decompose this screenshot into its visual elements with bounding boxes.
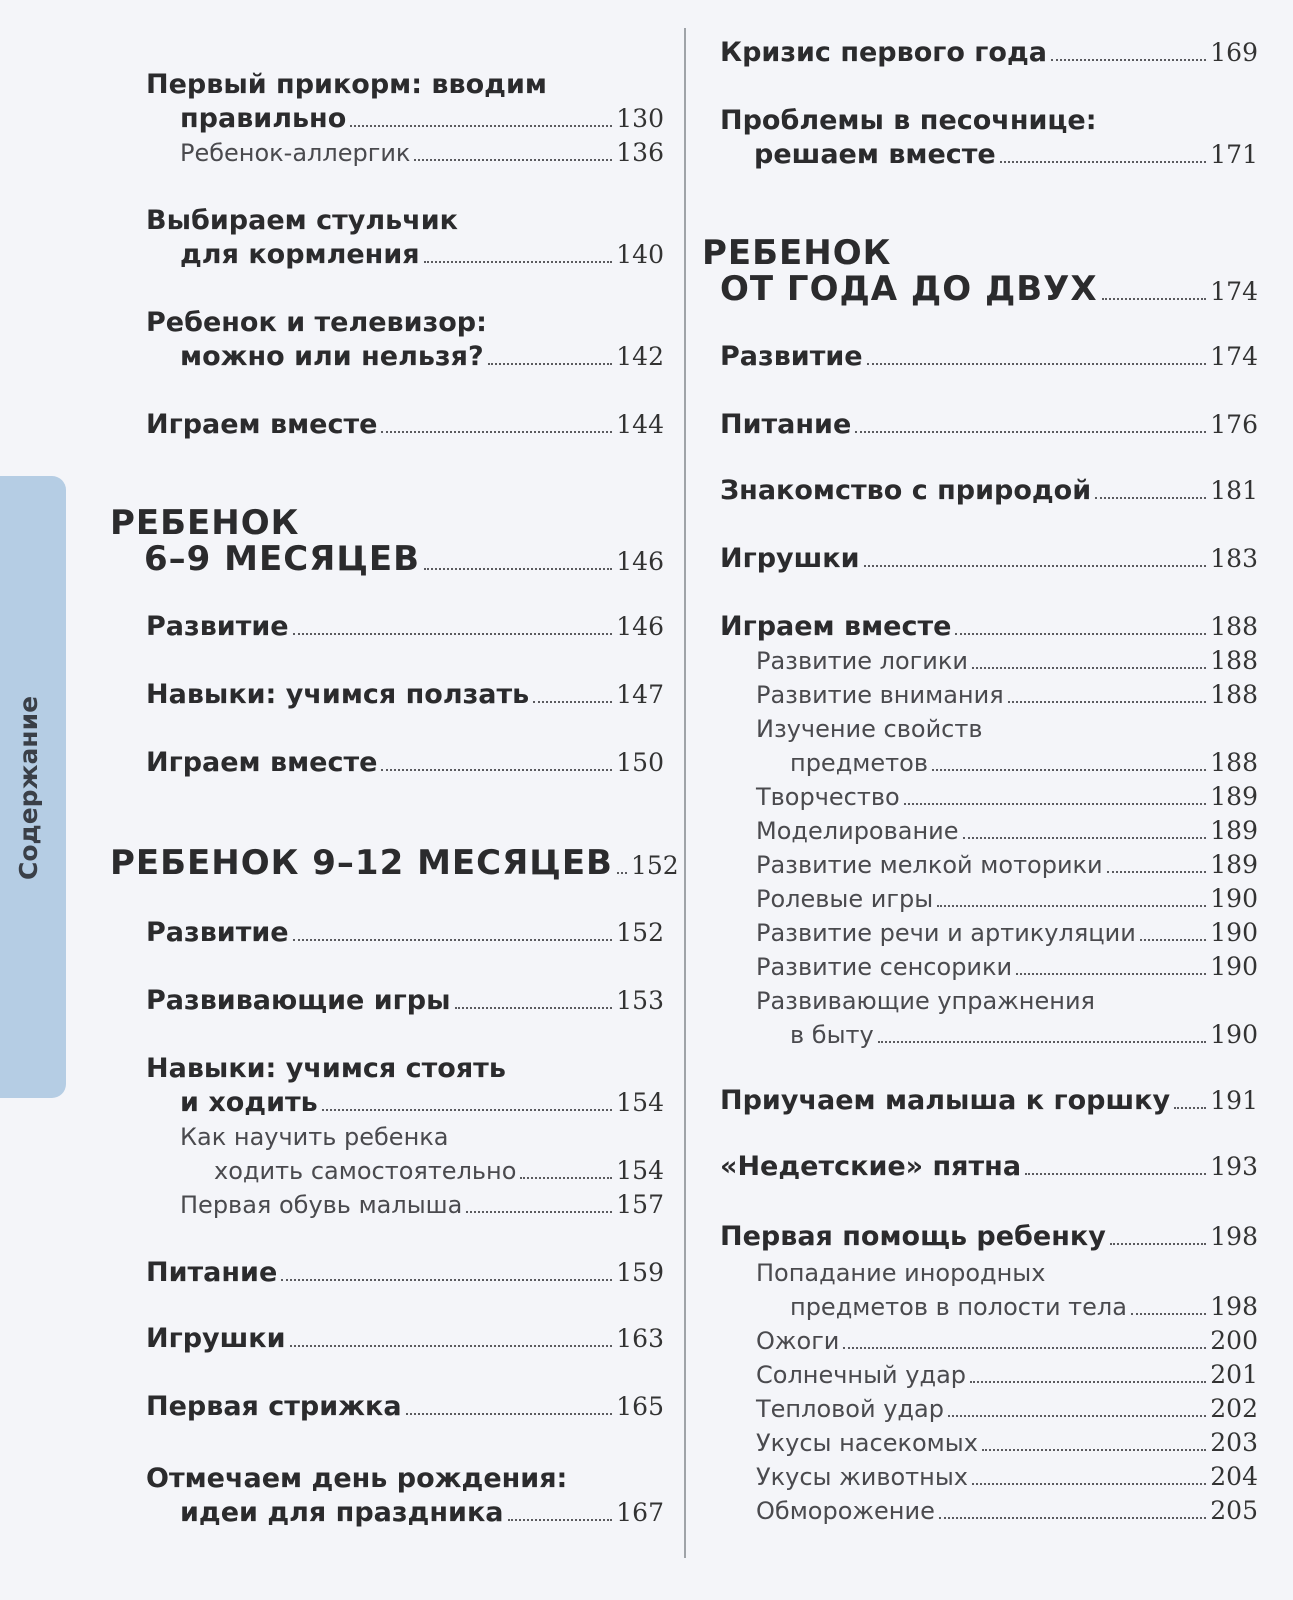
toc-section-heading[interactable] xyxy=(110,503,664,579)
toc-subentry[interactable] xyxy=(702,950,1258,984)
toc-page-number: 146 xyxy=(616,612,664,641)
toc-subentry[interactable] xyxy=(702,1358,1258,1392)
toc-entry-title: Первая стрижка xyxy=(146,1391,402,1422)
toc-entry[interactable] xyxy=(110,1462,664,1530)
toc-entry-title: Творчество xyxy=(756,783,900,811)
toc-entry[interactable] xyxy=(702,340,1258,374)
toc-page-number: 193 xyxy=(1210,1152,1258,1181)
toc-page-number: 163 xyxy=(616,1324,664,1353)
toc-entry-title: Кризис первого года xyxy=(720,37,1047,68)
toc-page-number: 169 xyxy=(1210,38,1258,67)
toc-entry[interactable] xyxy=(702,408,1258,442)
toc-entry-title: ходить самостоятельно xyxy=(214,1157,517,1185)
toc-entry[interactable] xyxy=(110,1256,664,1290)
toc-page-number: 183 xyxy=(1210,544,1258,573)
toc-entry-title: Питание xyxy=(720,409,852,440)
toc-entry-title: Играем вместе xyxy=(146,747,378,778)
toc-page-number: 146 xyxy=(616,547,664,576)
toc-entry-title: Как научить ребенка xyxy=(180,1123,449,1151)
toc-entry[interactable] xyxy=(702,1084,1258,1118)
toc-entry[interactable] xyxy=(110,916,664,950)
toc-entry-title: Развитие внимания xyxy=(756,681,1004,709)
dot-leader xyxy=(1008,701,1207,703)
toc-page-number: 152 xyxy=(630,851,679,880)
dot-leader xyxy=(1107,871,1207,873)
toc-entry-title: Развитие xyxy=(146,611,289,642)
toc-entry-title: Развитие логики xyxy=(756,647,968,675)
toc-subentry[interactable] xyxy=(702,1460,1258,1494)
toc-subentry[interactable] xyxy=(702,916,1258,950)
dot-leader xyxy=(878,1041,1207,1043)
toc-page-number: 189 xyxy=(1210,782,1258,811)
toc-entry-title: для кормления xyxy=(180,239,420,270)
toc-page-number: 191 xyxy=(1210,1086,1258,1115)
dot-leader xyxy=(1000,161,1207,163)
dot-leader xyxy=(1016,973,1206,975)
dot-leader xyxy=(520,1177,612,1179)
dot-leader xyxy=(406,1413,613,1415)
toc-entry-title: РЕБЕНОК 9–12 МЕСЯЦЕВ xyxy=(110,843,613,883)
dot-leader xyxy=(1131,1313,1206,1315)
toc-entry[interactable] xyxy=(110,68,664,136)
toc-entry-title: Попадание инородных xyxy=(756,1259,1046,1287)
dot-leader xyxy=(455,1007,613,1009)
toc-entry[interactable] xyxy=(702,610,1258,644)
toc-entry-title: Развивающие упражнения xyxy=(756,987,1095,1015)
toc-entry[interactable] xyxy=(110,1322,664,1356)
toc-page-number: 176 xyxy=(1210,410,1258,439)
dot-leader xyxy=(843,1347,1206,1349)
toc-subentry[interactable] xyxy=(110,136,664,170)
toc-entry-title: 6–9 МЕСЯЦЕВ xyxy=(144,539,421,579)
toc-entry-title: Приучаем малыша к горшку xyxy=(720,1085,1171,1116)
toc-entry-title: Развитие мелкой моторики xyxy=(756,851,1103,879)
toc-entry[interactable] xyxy=(702,104,1258,172)
toc-page-number: 150 xyxy=(616,748,664,777)
toc-entry[interactable] xyxy=(702,1150,1258,1184)
dot-leader xyxy=(466,1211,612,1213)
dot-leader xyxy=(955,633,1206,635)
dot-leader xyxy=(381,769,612,771)
toc-entry-title: Развитие xyxy=(720,341,863,372)
toc-entry-title: Играем вместе xyxy=(146,409,378,440)
dot-leader xyxy=(904,803,1207,805)
toc-entry-title: Первая обувь малыша xyxy=(180,1191,463,1219)
toc-page-number: 142 xyxy=(616,342,664,371)
toc-entry-title: Солнечный удар xyxy=(756,1361,967,1389)
toc-page-number: 202 xyxy=(1210,1394,1258,1423)
toc-subentry[interactable] xyxy=(702,678,1258,712)
toc-page-number: 190 xyxy=(1210,884,1258,913)
dot-leader xyxy=(414,159,612,161)
dot-leader xyxy=(381,431,612,433)
toc-entry-title: идеи для праздника xyxy=(180,1497,504,1528)
toc-page-number: 200 xyxy=(1210,1326,1258,1355)
toc-page-number: 154 xyxy=(616,1088,664,1117)
dot-leader xyxy=(1051,59,1206,61)
toc-page-number: 181 xyxy=(1210,476,1258,505)
toc-page-number: 154 xyxy=(616,1156,664,1185)
toc-entry-title: и ходить xyxy=(180,1087,318,1118)
toc-page-number: 203 xyxy=(1210,1428,1258,1457)
toc-entry-title: Навыки: учимся ползать xyxy=(146,679,530,710)
dot-leader xyxy=(290,1345,613,1347)
toc-entry-title: Развитие речи и артикуляции xyxy=(756,919,1136,947)
toc-page-number: 190 xyxy=(1210,952,1258,981)
toc-subentry[interactable] xyxy=(702,1426,1258,1460)
toc-page-number: 198 xyxy=(1210,1222,1258,1251)
toc-subentry[interactable] xyxy=(702,984,1258,1052)
dot-leader xyxy=(937,905,1206,907)
toc-entry-title: Ролевые игры xyxy=(756,885,934,913)
toc-entry-title: Развитие xyxy=(146,917,289,948)
dot-leader xyxy=(1174,1107,1206,1109)
toc-page-number: 153 xyxy=(616,986,664,1015)
toc-page-number: 205 xyxy=(1210,1496,1258,1525)
dot-leader xyxy=(1095,497,1206,499)
toc-entry-title: Игрушки xyxy=(146,1323,286,1354)
toc-entry-title: Играем вместе xyxy=(720,611,952,642)
toc-entry-title: Ребенок-аллергик xyxy=(180,139,411,167)
dot-leader xyxy=(1025,1173,1206,1175)
toc-section-heading[interactable] xyxy=(110,843,679,883)
toc-page-number: 167 xyxy=(616,1498,664,1527)
toc-page-number: 140 xyxy=(616,240,664,269)
column-divider xyxy=(684,28,686,1558)
toc-entry-title: Первая помощь ребенку xyxy=(720,1221,1106,1252)
dot-leader xyxy=(970,1381,1206,1383)
toc-page-number: 190 xyxy=(1210,918,1258,947)
dot-leader xyxy=(508,1519,613,1521)
dot-leader xyxy=(972,1483,1206,1485)
toc-entry[interactable] xyxy=(110,408,664,442)
dot-leader xyxy=(864,565,1207,567)
toc-page-number: 165 xyxy=(616,1392,664,1421)
toc-subentry[interactable] xyxy=(702,1392,1258,1426)
toc-page-number: 171 xyxy=(1210,140,1258,169)
toc-subentry[interactable] xyxy=(702,1256,1258,1324)
toc-page-number: 188 xyxy=(1210,612,1258,641)
dot-leader xyxy=(424,568,612,570)
toc-entry-title: Укусы насекомых xyxy=(756,1429,978,1457)
dot-leader xyxy=(1110,1243,1206,1245)
toc-page-number: 130 xyxy=(616,104,664,133)
dot-leader xyxy=(350,125,612,127)
toc-page-number: 174 xyxy=(1210,342,1258,371)
toc-entry[interactable] xyxy=(110,746,664,780)
toc-entry[interactable] xyxy=(110,984,664,1018)
toc-entry-title: предметов xyxy=(790,749,928,777)
toc-entry-title: ОТ ГОДА ДО ДВУХ xyxy=(720,269,1098,309)
toc-page-number: 201 xyxy=(1210,1360,1258,1389)
toc-entry-title: Изучение свойств xyxy=(756,715,983,743)
dot-leader xyxy=(963,837,1207,839)
toc-page-number: 190 xyxy=(1210,1020,1258,1049)
dot-leader xyxy=(533,701,612,703)
toc-page-number: 136 xyxy=(616,138,664,167)
toc-entry[interactable] xyxy=(702,474,1258,508)
dot-leader xyxy=(867,363,1207,365)
toc-page-number: 174 xyxy=(1210,277,1258,306)
toc-entry-title: Ожоги xyxy=(756,1327,840,1355)
toc-entry[interactable] xyxy=(702,1220,1258,1254)
toc-page-number: 152 xyxy=(616,918,664,947)
toc-subentry[interactable] xyxy=(702,644,1258,678)
dot-leader xyxy=(424,261,613,263)
toc-entry[interactable] xyxy=(110,610,664,644)
toc-entry[interactable] xyxy=(110,1052,664,1120)
toc-entry-title: РЕБЕНОК xyxy=(110,503,300,543)
toc-entry-title: в быту xyxy=(790,1021,874,1049)
dot-leader xyxy=(1102,298,1207,300)
toc-page-number: 198 xyxy=(1210,1292,1258,1321)
toc-section-heading[interactable] xyxy=(702,233,1258,309)
dot-leader xyxy=(322,1109,613,1111)
dot-leader xyxy=(972,667,1206,669)
toc-entry[interactable] xyxy=(110,204,664,272)
dot-leader xyxy=(617,872,627,874)
toc-subentry[interactable] xyxy=(702,1324,1258,1358)
toc-entry[interactable] xyxy=(702,542,1258,576)
toc-entry-title: Выбираем стульчик xyxy=(146,205,458,236)
toc-entry-title: Питание xyxy=(146,1257,278,1288)
toc-page-number: 188 xyxy=(1210,646,1258,675)
toc-entry-title: Укусы животных xyxy=(756,1463,968,1491)
dot-leader xyxy=(855,431,1206,433)
dot-leader xyxy=(293,939,613,941)
toc-entry-title: Тепловой удар xyxy=(756,1395,944,1423)
toc-subentry[interactable] xyxy=(702,1494,1258,1528)
toc-entry-title: Обморожение xyxy=(756,1497,935,1525)
toc-entry-title: Навыки: учимся стоять xyxy=(146,1053,506,1084)
dot-leader xyxy=(982,1449,1206,1451)
section-tab-label: Содержание xyxy=(14,695,43,880)
toc-entry-title: Отмечаем день рождения: xyxy=(146,1463,568,1494)
toc-entry-title: Развитие сенсорики xyxy=(756,953,1013,981)
toc-subentry[interactable] xyxy=(110,1120,664,1188)
toc-entry-title: решаем вместе xyxy=(754,139,996,170)
toc-page-number: 159 xyxy=(616,1258,664,1287)
dot-leader xyxy=(1140,939,1206,941)
toc-subentry[interactable] xyxy=(110,1188,664,1222)
toc-entry-title: Знакомство с природой xyxy=(720,475,1092,506)
toc-entry[interactable] xyxy=(702,36,1258,70)
toc-entry[interactable] xyxy=(110,1390,664,1424)
toc-entry[interactable] xyxy=(110,678,664,712)
toc-subentry[interactable] xyxy=(702,848,1258,882)
toc-page-number: 144 xyxy=(616,410,664,439)
toc-entry-title: правильно xyxy=(180,103,347,134)
toc-entry-title: РЕБЕНОК xyxy=(702,233,892,273)
toc-entry-title: Ребенок и телевизор: xyxy=(146,307,487,338)
dot-leader xyxy=(293,633,613,635)
toc-subentry[interactable] xyxy=(702,882,1258,916)
dot-leader xyxy=(281,1279,612,1281)
toc-page-number: 188 xyxy=(1210,748,1258,777)
toc-page-number: 204 xyxy=(1210,1462,1258,1491)
toc-subentry[interactable] xyxy=(702,712,1258,780)
toc-entry-title: Развивающие игры xyxy=(146,985,451,1016)
toc-entry-title: «Недетские» пятна xyxy=(720,1151,1022,1182)
toc-page-number: 157 xyxy=(616,1190,664,1219)
toc-entry-title: Моделирование xyxy=(756,817,959,845)
dot-leader xyxy=(488,363,613,365)
toc-subentry[interactable] xyxy=(702,814,1258,848)
dot-leader xyxy=(932,769,1206,771)
toc-entry-title: Первый прикорм: вводим xyxy=(146,69,547,100)
toc-page-number: 188 xyxy=(1210,680,1258,709)
dot-leader xyxy=(939,1517,1206,1519)
toc-page-number: 147 xyxy=(616,680,664,709)
toc-entry-title: Проблемы в песочнице: xyxy=(720,105,1097,136)
toc-page-number: 189 xyxy=(1210,816,1258,845)
toc-entry[interactable] xyxy=(110,306,664,374)
toc-subentry[interactable] xyxy=(702,780,1258,814)
toc-entry-title: Игрушки xyxy=(720,543,860,574)
toc-entry-title: можно или нельзя? xyxy=(180,341,484,372)
dot-leader xyxy=(948,1415,1206,1417)
toc-page-number: 189 xyxy=(1210,850,1258,879)
toc-entry-title: предметов в полости тела xyxy=(790,1293,1127,1321)
